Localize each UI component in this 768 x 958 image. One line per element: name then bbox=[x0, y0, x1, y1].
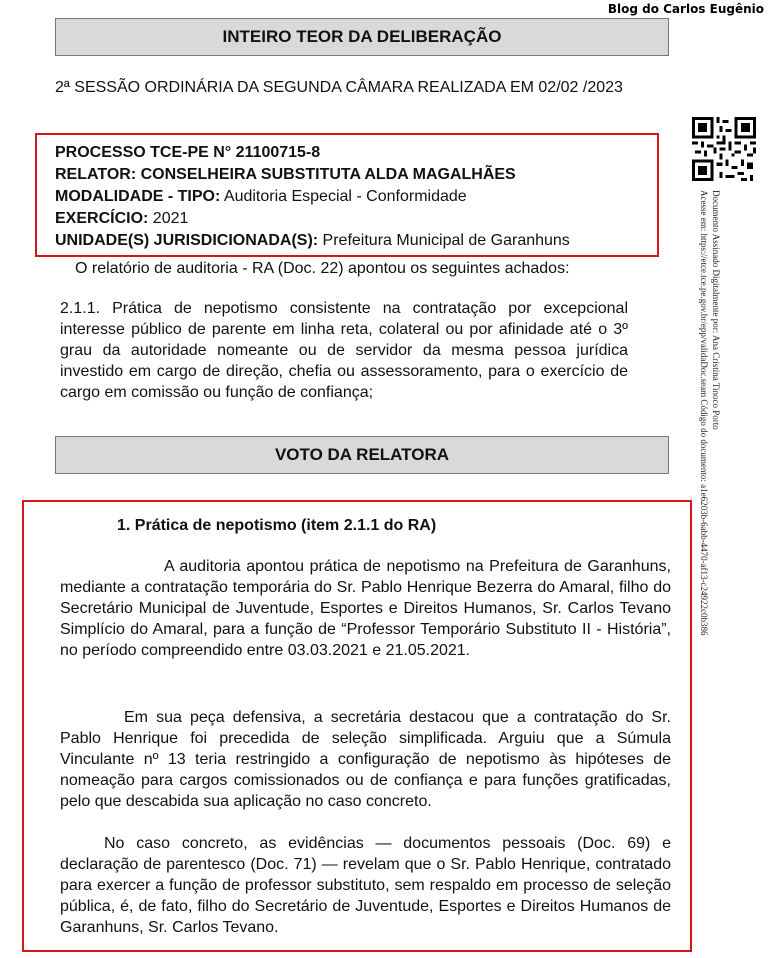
process-info-box bbox=[35, 133, 659, 257]
vote-bar bbox=[55, 436, 669, 474]
header-bar-title: INTEIRO TEOR DA DELIBERAÇÃO bbox=[222, 27, 502, 46]
finding-item-2-1-1: 2.1.1. Prática de nepotismo consistente na contratação por excepcional interesse público de parente em linha reta, colateral ou por afinidade até o 3º grau da autoridade nomeante ou de servidor da mesma pessoa jurídica investido em cargo de direção, chefia ou assessoramento, para o exercício de cargo em comissão ou função de confiança; bbox=[60, 300, 628, 401]
relator: RELATOR: CONSELHEIRA SUBSTITUTA ALDA MAGALHÃES bbox=[55, 166, 516, 183]
header-bar bbox=[55, 18, 669, 56]
blog-watermark: Blog do Carlos Eugênio bbox=[607, 2, 764, 16]
digital-signature-sidebar bbox=[698, 190, 748, 750]
modalidade-label: MODALIDADE - TIPO: bbox=[55, 188, 221, 205]
session-line: 2ª SESSÃO ORDINÁRIA DA SEGUNDA CÂMARA REALIZADA EM 02/02 /2023 bbox=[55, 79, 623, 96]
access-line: Acesse em: https://etce.tce.pe.gov.br/epp/validaDoc.seam Código do documento: a1e6203b-6abb-4470-af13-c24922c0b386 bbox=[699, 190, 709, 636]
signature-line: Documento Assinado Digitalmente por: Ana Cristina Tinoco Porto bbox=[711, 190, 721, 430]
vote-item-title: 1. Prática de nepotismo (item 2.1.1 do RA) bbox=[117, 517, 437, 534]
unidade-value: Prefeitura Municipal de Garanhuns bbox=[318, 232, 570, 249]
audit-intro: O relatório de auditoria - RA (Doc. 22) apontou os seguintes achados: bbox=[75, 260, 570, 277]
exercicio-label: EXERCÍCIO: bbox=[55, 210, 149, 227]
vote-bar-title: VOTO DA RELATORA bbox=[274, 445, 450, 464]
unidade-label: UNIDADE(S) JURISDICIONADA(S): bbox=[55, 232, 319, 249]
process-number: PROCESSO TCE-PE N° 21100715-8 bbox=[55, 144, 321, 161]
exercicio-value: 2021 bbox=[148, 210, 189, 227]
modalidade-value: Auditoria Especial - Conformidade bbox=[220, 188, 467, 205]
vote-paragraph-3: No caso concreto, as evidências — documentos pessoais (Doc. 69) e declaração de parentesco (Doc. 71) — revelam que o Sr. Pablo Henrique, contratado para exercer a função de professor substituto, sem respaldo em processo de seleção pública, é, de fato, filho do Secretário de Juventude, Esportes e Direitos Humanos de Garanhuns, Sr. Carlos Tevano. bbox=[60, 835, 671, 936]
vote-paragraph-2: Em sua peça defensiva, a secretária destacou que a contratação do Sr. Pablo Henrique foi precedida de seleção simplificada. Arguiu que a Súmula Vinculante nº 13 teria restringido a configuração de nepotismo às hipóteses de nomeação para cargos comissionados ou de confiança e para funções gratificadas, pelo que descabida sua aplicação no caso concreto. bbox=[60, 709, 671, 810]
vote-paragraph-1: A auditoria apontou prática de nepotismo na Prefeitura de Garanhuns, mediante a contratação temporária do Sr. Pablo Henrique Bezerra do Amaral, filho do Secretário Municipal de Juventude, Esportes e Direitos Humanos, Sr. Carlos Tevano Simplício do Amaral, para a função de “Professor Temporário Substituto II - História”, no período compreendido entre 03.03.2021 e 21.05.2021. bbox=[60, 558, 671, 659]
qr-code-icon bbox=[692, 117, 756, 181]
